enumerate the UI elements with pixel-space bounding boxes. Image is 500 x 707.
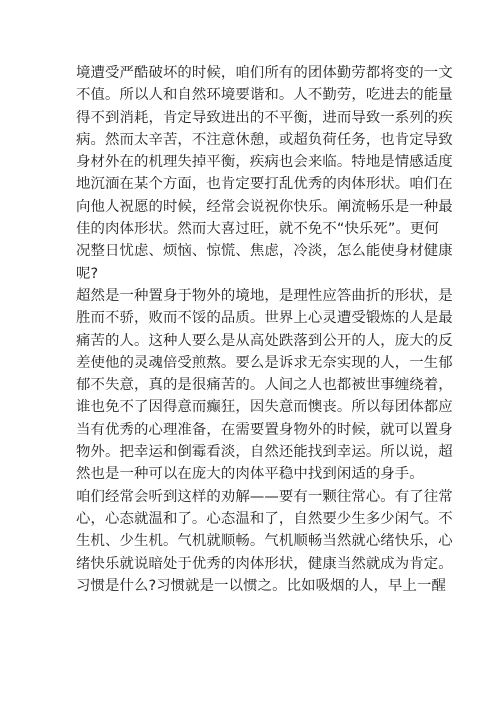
paragraph: [76, 486, 453, 597]
text-line: 谁也免不了因得意而癫狂，因失意而懊丧。所以每团体都应: [76, 399, 453, 416]
text-line: 身材外在的机理失掉平衡，疾病也会来临。特地是情感适度: [76, 154, 453, 171]
text-line: 胜而不骄，败而不馁的品质。世界上心灵遭受锻炼的人是最: [76, 310, 453, 327]
text-line: 习惯是什么?习惯就是一以惯之。比如吸烟的人，早上一醒: [76, 577, 447, 594]
text-line: 境遭受严酷破坏的时候，咱们所有的团体勤劳都将变的一文: [76, 65, 453, 81]
text-line: 向他人祝愿的时候，经常会说祝你快乐。阐流畅乐是一种最: [76, 198, 453, 215]
paragraph: [76, 285, 453, 486]
text-line: 绪快乐就说暗处于优秀的肉体形状，健康当然就成为肯定。: [76, 555, 453, 572]
text-line: 不值。所以人和自然环境要谐和。人不勤劳，吃进去的能量: [76, 87, 453, 104]
text-line: 得不到消耗，肯定导致进出的不平衡，进而导致一系列的疾: [76, 109, 453, 126]
text-line: 物外。把幸运和倒霉看淡，自然还能找到幸运。所以说，超: [76, 444, 453, 461]
text-line: 呢?: [76, 265, 99, 282]
text-line: 痛苦的人。这种人要么是从高处跌落到公开的人，庞大的反: [76, 332, 453, 349]
text-line: 郁不失意，真的是很痛苦的。人间之人也都被世事缠绕着，: [76, 377, 453, 394]
text-line: 差使他的灵魂倍受煎熬。要么是诉求无奈实现的人，一生郁: [76, 354, 453, 371]
text-line: 地沉湎在某个方面，也肯定要打乱优秀的肉体形状。咱们在: [76, 176, 453, 193]
text-line: 生机、少生机。气机就顺畅。气机顺畅当然就心绪快乐，心: [76, 533, 453, 550]
text-line: 当有优秀的心理准备，在需要置身物外的时候，就可以置身: [76, 421, 453, 438]
text-line: 然也是一种可以在庞大的肉体平稳中找到闲适的身手。: [76, 466, 424, 483]
document-body: [76, 62, 453, 597]
text-line: 心，心态就温和了。心态温和了，自然要少生多少闲气。不: [76, 510, 453, 527]
text-line: 咱们经常会听到这样的劝解——要有一颗往常心。有了往常: [76, 488, 453, 505]
paragraph: [76, 62, 453, 285]
text-line: 况整日忧虑、烦恼、惊慌、焦虑，冷淡，怎么能使身材健康: [76, 243, 453, 260]
text-line: 病。然而太辛苦，不注意休憩，或超负荷任务，也肯定导致: [76, 131, 453, 148]
text-line: 超然是一种置身于物外的境地，是理性应答曲折的形状，是: [76, 287, 453, 304]
text-line: 佳的肉体形状。然而大喜过旺，就不免不“快乐死”。更何: [76, 221, 439, 238]
